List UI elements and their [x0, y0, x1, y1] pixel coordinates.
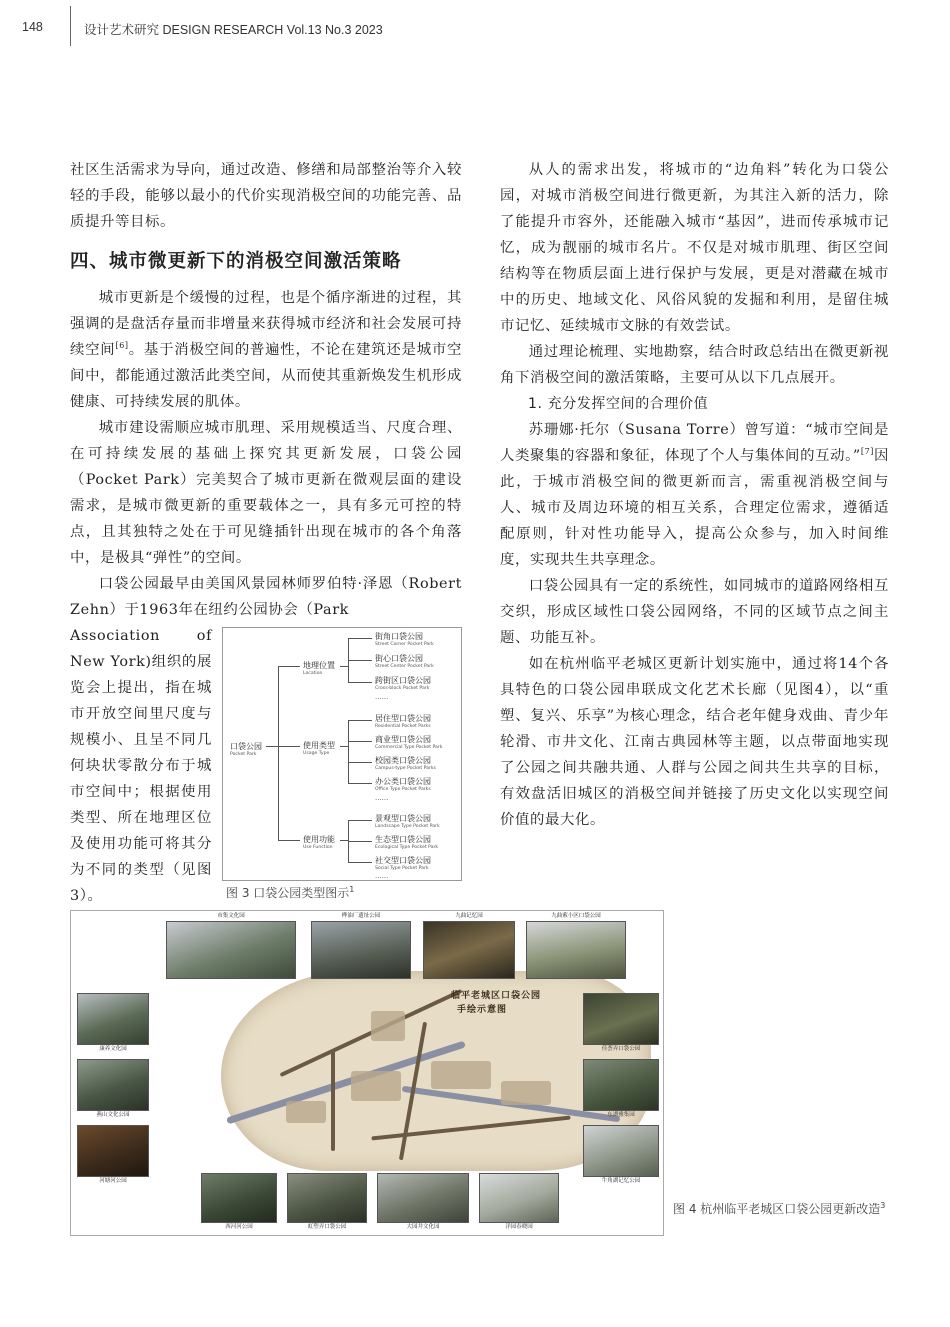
diagram-leaf: 景观型口袋公园 [375, 814, 431, 823]
diagram-group: 使用功能 [303, 835, 335, 844]
section-heading: 四、城市微更新下的消极空间激活策略 [70, 251, 402, 272]
figure-4-map: 临平老城区口袋公园 手绘示意图 市集文化园 桦油厂遗址公园 九曲记忆园 九曲萦小区口袋公园 康养文化园 燕山文化公园 河塘河公园 佳荟弄口袋公园 东湖雅集园 牛角湖记忆公园 西河河公园 虹塑弄口袋公园 大园井文化园 洋园春晓园 [70, 910, 664, 1236]
diagram-leaf: 商业型口袋公园 [375, 735, 431, 744]
diagram-group: 地理位置 [303, 661, 335, 670]
diagram-leaf: 生态型口袋公园 [375, 835, 431, 844]
paragraph: 城市更新是个缓慢的过程，也是个循序渐进的过程，其强调的是盘活存量而非增量来获得城市经济和社会发展可持续空间[6]。基于消极空间的普遍性，不论在建筑还是城市空间中，都能通过激活此类空间，从而使其重新焕发生机形成健康、可持续发展的肌体。 [70, 290, 462, 410]
paragraph: 从人的需求出发，将城市的“边角料”转化为口袋公园，对城市消极空间进行微更新，为其注入新的活力，除了能提升市容外，还能融入城市“基因”，进而传承城市记忆，成为靓丽的城市名片。不仅是对城市肌理、街区空间结构等在物质层面上进行保护与发展，更是对潜藏在城市中的历史、地域文化、风俗风貌的发掘和利用，是留住城市记忆、延续城市文脉的有效尝试。 [500, 162, 889, 334]
figure-3-diagram: 口袋公园 Pocket Park 地理位置 Location 街角口袋公园 Street Corner Pocket Park 街心口袋公园 Street Center Pocket Park 跨街区口袋公园 Cross-block Pocket Park ...... 使用类型 Usage Type 居住型口袋公园 Residential Pocket Parks 商业型口袋公园 Commercial Type Pocket Park 校园类口袋公园 Campus-type Pocket Parks 办公类口袋公园 Office Type Pocket Parks ...... 使用功能 Use Function 景观型口袋公园 Landscape Type Pocket Park 生态型口袋公园 Ecological Type Pocket Park 社交型口袋公园 Social Type Pocket Park ...... [222, 627, 462, 881]
left-column-narrow [70, 623, 212, 909]
paragraph: 口袋公园最早由美国风景园林师罗伯特·泽恩（Robert Zehn）于1963年在纽约公园协会（Park [70, 576, 462, 618]
figure-4-caption: 图 4 杭州临平老城区口袋公园更新改造$^3$ [673, 1201, 886, 1216]
paragraph: 口袋公园具有一定的系统性，如同城市的道路网络相互交织，形成区域性口袋公园网络，不同的区域节点之间主题、功能互补。 [500, 578, 889, 646]
header-divider [70, 6, 71, 46]
paragraph: 通过理论梳理、实地勘察，结合时政总结出在微更新视角下消极空间的激活策略，主要可从以下几点展开。 [500, 344, 889, 386]
diagram-group: 使用类型 [303, 741, 335, 750]
diagram-root: 口袋公园 [230, 742, 262, 751]
diagram-leaf: 居住型口袋公园 [375, 714, 431, 723]
page-number: 148 [22, 20, 43, 34]
subsection-heading: 1. 充分发挥空间的合理价值 [528, 396, 709, 412]
paragraph: 如在杭州临平老城区更新计划实施中，通过将14个各具特色的口袋公园串联成文化艺术长廊（见图4），以“重塑、复兴、乐享”为核心理念，结合老年健身戏曲、青少年轮滑、市井文化、江南古典园林等主题，以点带面地实现了公园之间共融共通、人群与公园之间共生共享的目标，有效盘活旧城区的消极空间并链接了历史文化以实现空间价值的最大化。 [500, 656, 889, 828]
citation: [7] [860, 447, 874, 457]
map-title: 临平老城区口袋公园 手绘示意图 [451, 991, 542, 1015]
right-column [500, 157, 889, 833]
diagram-leaf: 社交型口袋公园 [375, 856, 431, 865]
paragraph: 社区生活需求为导向，通过改造、修缮和局部整治等介入较轻的手段，能够以最小的代价实现消极空间的功能完善、品质提升等目标。 [70, 162, 462, 230]
diagram-leaf: 街角口袋公园 [375, 632, 423, 641]
citation: [6] [115, 341, 129, 351]
paragraph: 城市建设需顺应城市肌理、采用规模适当、尺度合理、在可持续发展的基础上探究其更新发展，口袋公园（Pocket Park）完美契合了城市更新在微观层面的建设需求，是城市微更新的重要载体之一，具有多元可控的特点，且其独特之处在于可见缝插针出现在城市的各个角落中，是极具“弹性”的空间。 [70, 420, 462, 566]
left-column [70, 157, 462, 623]
figure-3-caption: 图 3 口袋公园类型图示$^1$ [226, 885, 355, 900]
diagram-leaf: 办公类口袋公园 [375, 777, 431, 786]
paragraph: Association of New York)组织的展览会上提出，指在城市开放空间里尺度与规模小、且呈不同几何块状零散分布于城市空间中；根据使用类型、所在地理区位及使用功能可将其分为不同的类型（见图3）。 [70, 628, 212, 904]
diagram-leaf: 跨街区口袋公园 [375, 676, 431, 685]
diagram-leaf: 街心口袋公园 [375, 654, 423, 663]
journal-title: 设计艺术研究 DESIGN RESEARCH Vol.13 No.3 2023 [84, 23, 383, 37]
paragraph: 苏珊娜·托尔（Susana Torre）曾写道：“城市空间是人类聚集的容器和象征，体现了个人与集体间的互动。”[7]因此，于城市消极空间的微更新而言，需重视消极空间与人、城市及周边环境的相互关系，合理定位需求，遵循适配原则，针对性功能导入，提高公众参与，加入时间维度，实现共生共享理念。 [500, 422, 889, 568]
diagram-leaf: 校园类口袋公园 [375, 756, 431, 765]
